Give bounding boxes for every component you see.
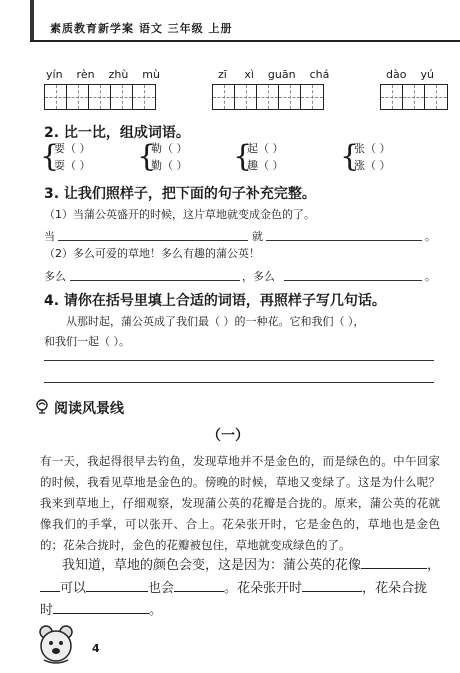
fill-blank[interactable] [302,579,362,592]
pinyin-syllable: yú [420,68,434,81]
pinyin-syllable: zhù [108,68,129,81]
word-pair-4[interactable] [354,140,391,174]
q3-fill2-end: 。 [425,270,436,283]
word-pair-1[interactable] [54,140,91,174]
q4-title: 4. 请你在括号里填上合适的词语，再照样子写几句话。 [44,293,386,309]
fill-blank[interactable] [53,601,149,614]
pinyin-syllable: yín [46,68,63,81]
q3-fill2-mid: ，多么 [242,270,275,283]
page-header [30,0,460,42]
fill-text: 时 [40,603,54,618]
fill-text: ， [427,558,441,573]
reading-section-title: 阅读风景线 [54,401,124,417]
reading-fill-line-3 [40,599,162,622]
fill-blank[interactable] [40,579,60,592]
q3-fill1-end: 。 [425,230,436,243]
pair-bottom: 耍（ ） [54,159,91,172]
brace-4: { [340,139,360,174]
pair-top: 张（ ） [354,142,391,155]
header-text: 素质教育新学案 语文 三年级 上册 [50,22,233,35]
mascot-icon [34,622,78,666]
writing-grid-2[interactable] [212,84,324,110]
q3-example-1: （1）当蒲公英盛开的时候，这片草地就变成金色的了。 [44,208,315,221]
q4-writing-line-1[interactable] [44,360,434,361]
brace-3: { [233,139,253,174]
pinyin-group-3 [386,68,434,81]
q2-title: 2. 比一比，组成词语。 [44,125,190,141]
q4-line-1: 从那时起，蒲公英成了我们最（ ）的一种花。它和我们（ ）， [66,315,365,328]
writing-grid-3[interactable] [380,84,448,110]
reading-fill-line-1 [62,554,440,577]
q3-fill1-start: 当 [44,230,55,243]
pinyin-syllable: xì [244,68,254,81]
fill-text: 。 [149,603,163,618]
reading-part-title: （一） [207,428,249,444]
q3-title: 3. 让我们照样子，把下面的句子补充完整。 [44,186,316,202]
pair-top: 要（ ） [54,142,91,155]
fill-text: ，花朵合拢 [362,581,428,596]
pinyin-syllable: guān [267,68,296,81]
fill-text: 也会 [148,581,175,596]
q3-fill1-blank-a[interactable] [58,240,248,241]
page-number: 4 [92,642,100,655]
header-bar [30,0,34,40]
reading-section-icon [34,398,50,414]
word-pair-3[interactable] [247,140,284,174]
pinyin-syllable: rèn [76,68,95,81]
pinyin-syllable: dào [386,68,407,81]
fill-blank[interactable] [174,579,224,592]
pair-bottom: 趣（ ） [247,159,284,172]
fill-text: 。花朵张开时 [224,581,303,596]
q4-writing-line-2[interactable] [44,382,434,383]
pinyin-syllable: zī [218,68,227,81]
brace-2: { [137,139,157,174]
pair-top: 起（ ） [247,142,284,155]
q3-fill2-blank-b[interactable] [284,280,422,281]
reading-fill-line-2 [40,577,427,600]
fill-blank[interactable] [361,556,427,569]
pair-bottom: 涨（ ） [354,159,391,172]
pinyin-syllable: mù [142,68,160,81]
q3-fill2-start: 多么 [44,270,66,283]
pinyin-group-2 [218,68,329,81]
brace-1: { [40,139,60,174]
pair-top: 勒（ ） [151,142,188,155]
reading-passage: 有一天，我起得很早去钓鱼，发现草地并不是金色的，而是绿色的。中午回家的时候，我看见草地是金色的。傍晚的时候，草地又变绿了。这是为什么呢？我来到草地上，仔细观察，发现蒲公英的花瓣是合拢的。原来，蒲公英的花就像我们的手掌，可以张开、合上。花朵张开时，它是金色的，草地也是金色的；花朵合拢时，金色的花瓣被包住，草地就变成绿色的了。 [40,454,440,552]
fill-text: 可以 [60,581,87,596]
q3-example-2: （2）多么可爱的草地！多么有趣的蒲公英！ [44,247,260,260]
q4-line-2: 和我们一起（ ）。 [44,335,130,348]
q3-fill2-blank-a[interactable] [70,280,240,281]
fill-blank[interactable] [86,579,148,592]
pair-bottom: 勤（ ） [151,159,188,172]
writing-grid-1[interactable] [44,84,156,110]
pinyin-syllable: chá [309,68,330,81]
q3-fill1-blank-b[interactable] [266,240,422,241]
q3-fill1-mid: 就 [252,230,263,243]
fill-text: 我知道，草地的颜色会变，这是因为：蒲公英的花像 [62,558,362,573]
pinyin-group-1 [46,68,160,81]
word-pair-2[interactable] [151,140,188,174]
